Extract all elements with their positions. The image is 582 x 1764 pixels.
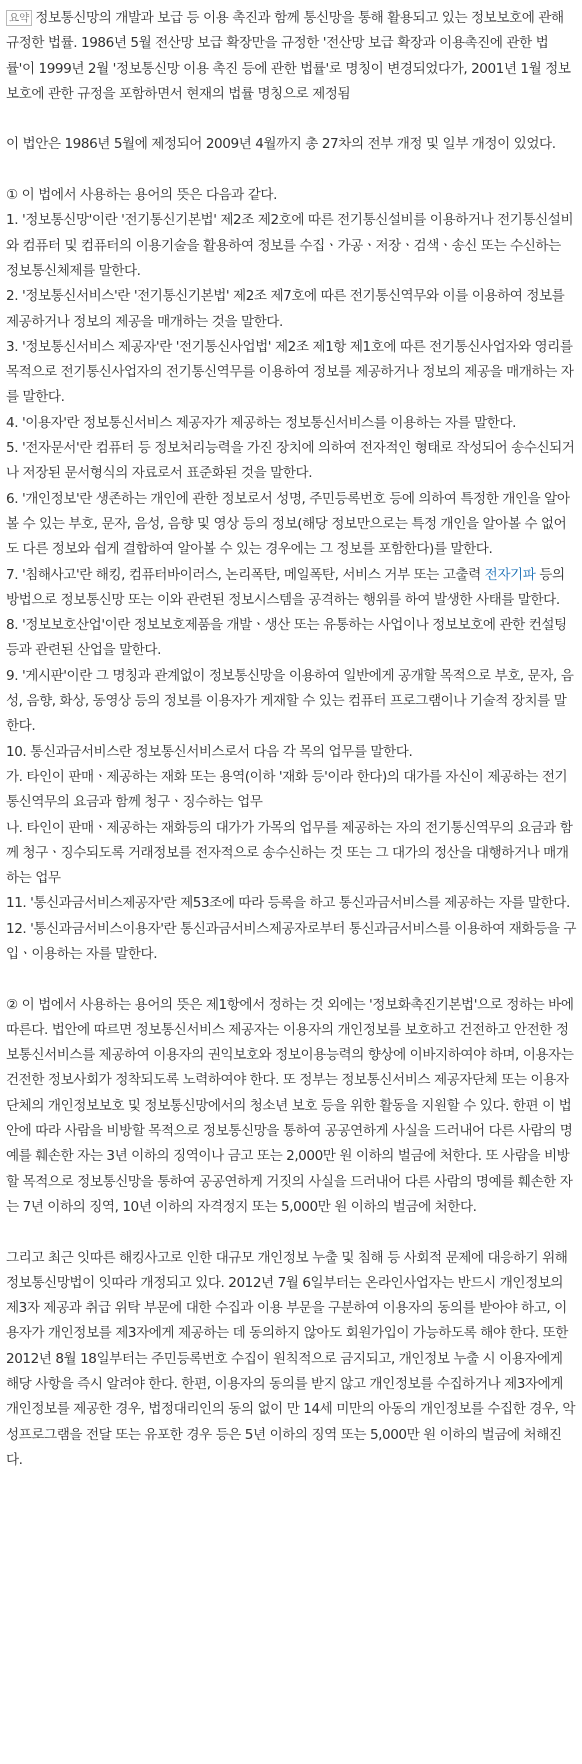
intro-text: 정보통신망의 개발과 보급 등 이용 촉진과 함께 통신망을 통해 활용되고 있는 정보보호에 관해 규정한 법률. 1986년 5월 전산망 보급 확장만을 규정한 '전산망 보급 확장과 이용촉진에 관한 법률'이 1999년 2월 '정보통신망 이용 촉진 등에 관한 법률'로 명칭이 변경되었다가, 2001년 1월 정보보호에 관한 규정을 포함하면서 현재의 법률 명칭으로 제정됨	[6, 10, 571, 102]
definition-item-5: 5. '전자문서'란 컴퓨터 등 정보처리능력을 가진 장치에 의하여 전자적인 형태로 작성되어 송수신되거나 저장된 문서형식의 자료로서 표준화된 것을 말한다.	[6, 440, 575, 482]
definition-item-10-na: 나. 타인이 판매ㆍ제공하는 재화등의 대가가 가목의 업무를 제공하는 자의 전기통신역무의 요금과 함께 청구ㆍ징수되도록 거래정보를 전자적으로 송수신하는 것 또는 그 대가의 정산을 대행하거나 매개하는 업무	[6, 819, 573, 887]
enactment-paragraph: 이 법안은 1986년 5월에 제정되어 2009년 4월까지 총 27차의 전부 개정 및 일부 개정이 있었다.	[6, 136, 556, 153]
summary-badge: 요약	[6, 10, 32, 26]
definition-item-6: 6. '개인정보'란 생존하는 개인에 관한 정보로서 성명, 주민등록번호 등에 의하여 특정한 개인을 알아볼 수 있는 부호, 문자, 음성, 음향 및 영상 등의 정보(해당 정보만으로는 특정 개인을 알아볼 수 없어도 다른 정보와 쉽게 결합하여 알아볼 수 있는 경우에는 그 정보를 포함한다)를 말한다.	[6, 490, 570, 558]
article-2-paragraph: ② 이 법에서 사용하는 용어의 뜻은 제1항에서 정하는 것 외에는 '정보화촉진기본법'으로 정하는 바에 따른다. 법안에 따르면 정보통신서비스 제공자는 이용자의 개인정보를 보호하고 건전하고 안전한 정보통신서비스를 제공하여 이용자의 권익보호와 정보이용능력의 향상에 이바지하여야 하며, 이용자는 건전한 정보사회가 정착되도록 노력하여야 한다. 또 정부는 정보통신서비스 제공자단체 또는 이용자단체의 개인정보보호 및 정보통신망에서의 청소년 보호 등을 위한 활동을 지원할 수 있다. 한편 이 법안에 따라 사람을 비방할 목적으로 정보통신망을 통하여 공공연하게 사실을 드러내어 다른 사람의 명예를 훼손한 자는 3년 이하의 징역이나 금고 또는 2,000만 원 이하의 벌금에 처한다. 또 사람을 비방할 목적으로 정보통신망을 통하여 공공연하게 거짓의 사실을 드러내어 다른 사람의 명예를 훼손한 자는 7년 이하의 징역, 10년 이하의 자격정지 또는 5,000만 원 이하의 벌금에 처한다.	[6, 996, 574, 1215]
definition-item-9: 9. '게시판'이란 그 명칭과 관계없이 정보통신망을 이용하여 일반에게 공개할 목적으로 부호, 문자, 음성, 음향, 화상, 동영상 등의 정보를 이용자가 게재할 수 있는 컴퓨터 프로그램이나 기술적 장치를 말한다.	[6, 667, 574, 735]
electromagnetic-wave-link[interactable]: 전자기파	[484, 566, 536, 583]
closing-paragraph: 그리고 최근 잇따른 해킹사고로 인한 대규모 개인정보 누출 및 침해 등 사회적 문제에 대응하기 위해 정보통신망법이 잇따라 개정되고 있다. 2012년 7월 6일부터는 온라인사업자는 반드시 개인정보의 제3자 제공과 취급 위탁 부문에 대한 수집과 이용 부문을 구분하여 이용자의 동의를 받아야 하고, 이용자가 개인정보를 제3자에게 제공하는 데 동의하지 않아도 회원가입이 가능하도록 해야 한다. 또한 2012년 8월 18일부터는 주민등록번호 수집이 원칙적으로 금지되고, 개인정보 누출 시 이용자에게 해당 사항을 즉시 알려야 한다. 한편, 이용자의 동의를 받지 않고 개인정보를 수집하거나 제3자에게 개인정보를 제공한 경우, 법정대리인의 동의 없이 만 14세 미만의 아동의 개인정보를 수집한 경우, 악성프로그램을 전달 또는 유포한 경우 등은 5년 이하의 징역 또는 5,000만 원 이하의 벌금에 처해진다.	[6, 1249, 576, 1468]
definition-item-3: 3. '정보통신서비스 제공자'란 '전기통신사업법' 제2조 제1항 제1호에 따른 전기통신사업자와 영리를 목적으로 전기통신사업자의 전기통신역무를 이용하여 정보를 제공하거나 정보의 제공을 매개하는 자를 말한다.	[6, 338, 574, 406]
definition-item-10: 10. 통신과금서비스란 정보통신서비스로서 다음 각 목의 업무를 말한다.	[6, 743, 413, 760]
article-1-heading: ① 이 법에서 사용하는 용어의 뜻은 다음과 같다.	[6, 187, 277, 204]
definition-item-10-ga: 가. 타인이 판매ㆍ제공하는 재화 또는 용역(이하 '재화 등'이라 한다)의 대가를 자신이 제공하는 전기통신역무의 요금과 함께 청구ㆍ징수하는 업무	[6, 768, 568, 811]
definition-item-4: 4. '이용자'란 정보통신서비스 제공자가 제공하는 정보통신서비스를 이용하는 자를 말한다.	[6, 414, 517, 431]
definition-item-1: 1. '정보통신망'이란 '전기통신기본법' 제2조 제2호에 따른 전기통신설비를 이용하거나 전기통신설비와 컴퓨터 및 컴퓨터의 이용기술을 활용하여 정보를 수집ㆍ가공ㆍ저장ㆍ검색ㆍ송신 또는 수신하는 정보통신체제를 말한다.	[6, 212, 574, 279]
item-7-text-start: 7. '침해사고'란 해킹, 컴퓨터바이러스, 논리폭탄, 메일폭탄, 서비스 거부 또는 고출력	[6, 566, 485, 583]
definition-item-12: 12. '통신과금서비스이용자'란 통신과금서비스제공자로부터 통신과금서비스를 이용하여 재화등을 구입ㆍ이용하는 자를 말한다.	[6, 920, 577, 962]
definition-item-2: 2. '정보통신서비스'란 '전기통신기본법' 제2조 제7호에 따른 전기통신역무와 이를 이용하여 정보를 제공하거나 정보의 제공을 매개하는 것을 말한다.	[6, 288, 565, 330]
definition-item-8: 8. '정보보호산업'이란 정보보호제품을 개발ㆍ생산 또는 유통하는 사업이나 정보보호에 관한 컨설팅 등과 관련된 산업을 말한다.	[6, 617, 567, 659]
definition-item-7	[6, 563, 576, 614]
item-7-text-end: 등의 방법으로 정보통신망 또는 이와 관련된 정보시스템을 공격하는 행위를 하여 발생한 사태를 말한다.	[6, 566, 565, 608]
intro-paragraph	[6, 6, 576, 107]
definition-item-11: 11. '통신과금서비스제공자'란 제53조에 따라 등록을 하고 통신과금서비스를 제공하는 자를 말한다.	[6, 895, 570, 912]
